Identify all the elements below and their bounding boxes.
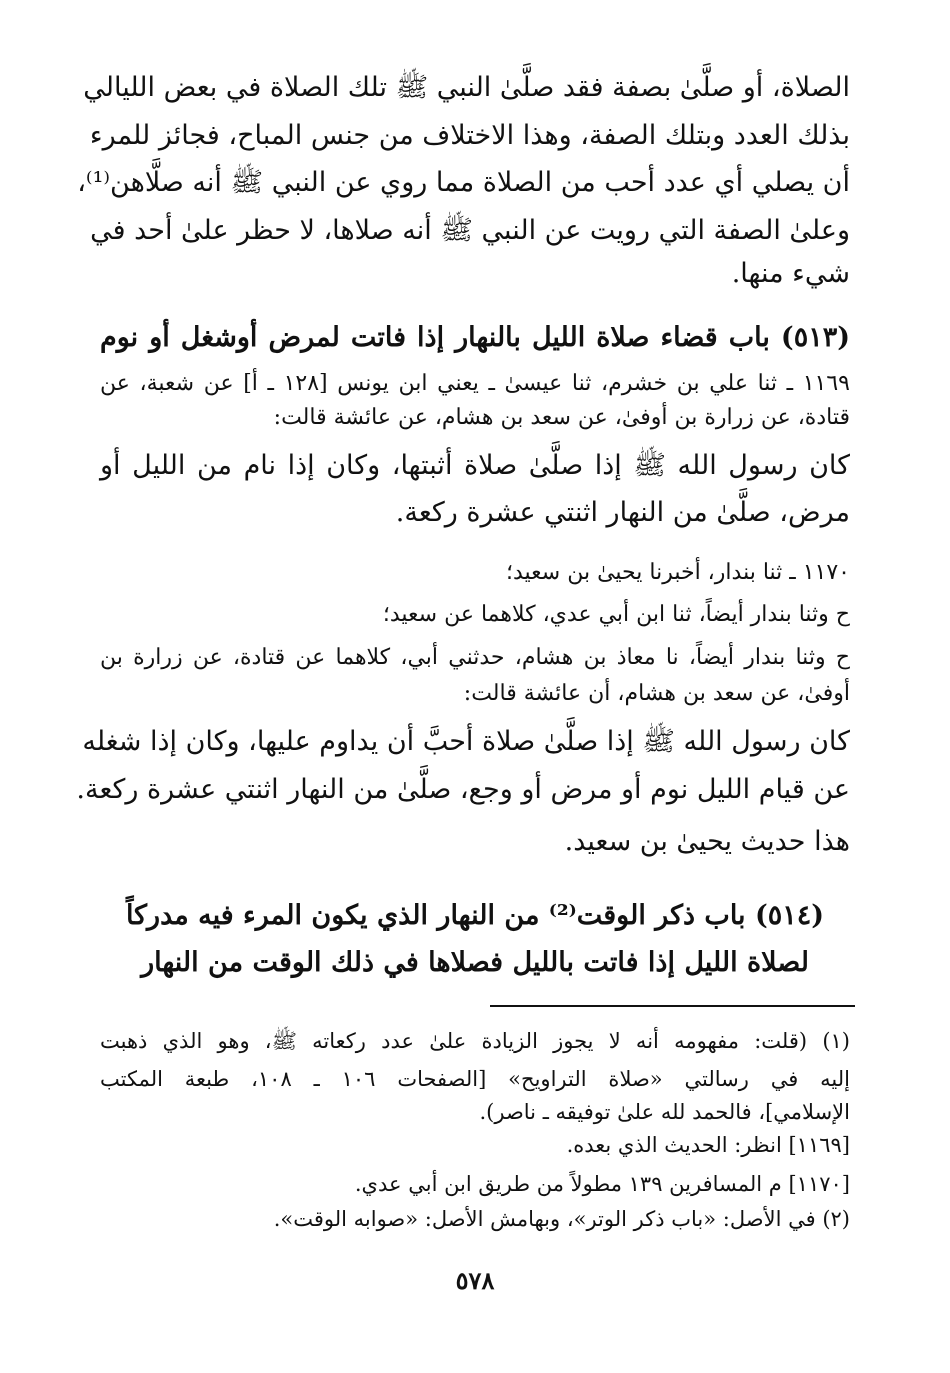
footnote-1-line-2: إليه في رسالتي «صلاة التراويح» [الصفحات ١٠٦ ـ ١٠٨، طبعة المكتب <box>100 1067 850 1091</box>
footnote-1-line-1: (١) (قلت: مفهومه أنه لا يجوز الزيادة علىٰ عدد ركعاته ﷺ، وهو الذي ذهبت <box>100 1029 850 1053</box>
hadith-1170-isnad-line-1: ١١٧٠ ـ ثنا بندار، أخبرنا يحيىٰ بن سعيد؛ <box>506 560 850 585</box>
hadith-1170-note: هذا حديث يحيىٰ بن سعيد. <box>564 826 850 857</box>
para1-line-4: وعلىٰ الصفة التي رويت عن النبي ﷺ أنه صلاها، لا حظر علىٰ أحد في <box>90 215 850 246</box>
chapter-heading-514-line-2: لصلاة الليل إذا فاتت بالليل فصلاها في ذلك الوقت من النهار <box>141 947 809 978</box>
hadith-1169-matn-line-2: مرض، صلَّىٰ من النهار اثنتي عشرة ركعة. <box>395 497 850 528</box>
hadith-1170-isnad-line-2: ح وثنا بندار أيضاً، ثنا ابن أبي عدي، كلاهما عن سعيد؛ <box>382 602 850 627</box>
footnote-1169: [١١٦٩] انظر: الحديث الذي بعده. <box>566 1133 850 1157</box>
para1-line-2: بذلك العدد وبتلك الصفة، وهذا الاختلاف من جنس المباح، فجائز للمرء <box>89 120 850 151</box>
hadith-1169-matn-line-1: كان رسول الله ﷺ إذا صلَّىٰ صلاة أثبتها، وكان إذا نام من الليل أو <box>100 450 850 481</box>
para1-line-5: شيء منها. <box>731 258 850 289</box>
footnote-1170: [١١٧٠] م المسافرين ١٣٩ مطولاً من طريق ابن أبي عدي. <box>354 1172 850 1196</box>
para1-line-3: أن يصلي أي عدد أحب من الصلاة مما روي عن النبي ﷺ أنه صلَّاهن⁽¹⁾، <box>77 167 850 198</box>
footnote-1-line-3: الإسلامي]، فالحمد لله علىٰ توفيقه ـ ناصر). <box>479 1100 850 1124</box>
page-number: ٥٧٨ <box>455 1266 495 1295</box>
hadith-1170-isnad-line-3: ح وثنا بندار أيضاً، نا معاذ بن هشام، حدثني أبي، كلاهما عن قتادة، عن زرارة بن <box>100 645 850 670</box>
hadith-1170-matn-line-1: كان رسول الله ﷺ إذا صلَّىٰ صلاة أحبَّ أن يداوم عليها، وكان إذا شغله <box>82 726 850 757</box>
hadith-1170-matn-line-2: عن قيام الليل نوم أو مرض أو وجع، صلَّىٰ من النهار اثنتي عشرة ركعة. <box>76 774 850 805</box>
chapter-heading-514-line-1: (٥١٤) باب ذكر الوقت⁽²⁾ من النهار الذي يكون المرء فيه مدركاً <box>125 900 825 931</box>
hadith-1169-isnad-line-2: قتادة، عن زرارة بن أوفىٰ، عن سعد بن هشام، عن عائشة قالت: <box>273 405 850 430</box>
hadith-1170-isnad-line-4: أوفىٰ، عن سعد بن هشام، أن عائشة قالت: <box>463 681 850 706</box>
footnote-separator <box>490 1005 855 1007</box>
hadith-1169-isnad-line-1: ١١٦٩ ـ ثنا علي بن خشرم، ثنا عيسىٰ ـ يعني ابن يونس [١٢٨ ـ أ] عن شعبة، عن <box>100 371 850 396</box>
para1-line-1: الصلاة، أو صلَّىٰ بصفة فقد صلَّىٰ النبي ﷺ تلك الصلاة في بعض الليالي <box>83 72 850 103</box>
chapter-heading-513: (٥١٣) باب قضاء صلاة الليل بالنهار إذا فاتت لمرض أوشغل أو نوم <box>100 322 850 353</box>
footnote-2: (٢) في الأصل: «باب ذكر الوتر»، وبهامش الأصل: «صوابه الوقت». <box>273 1207 850 1231</box>
